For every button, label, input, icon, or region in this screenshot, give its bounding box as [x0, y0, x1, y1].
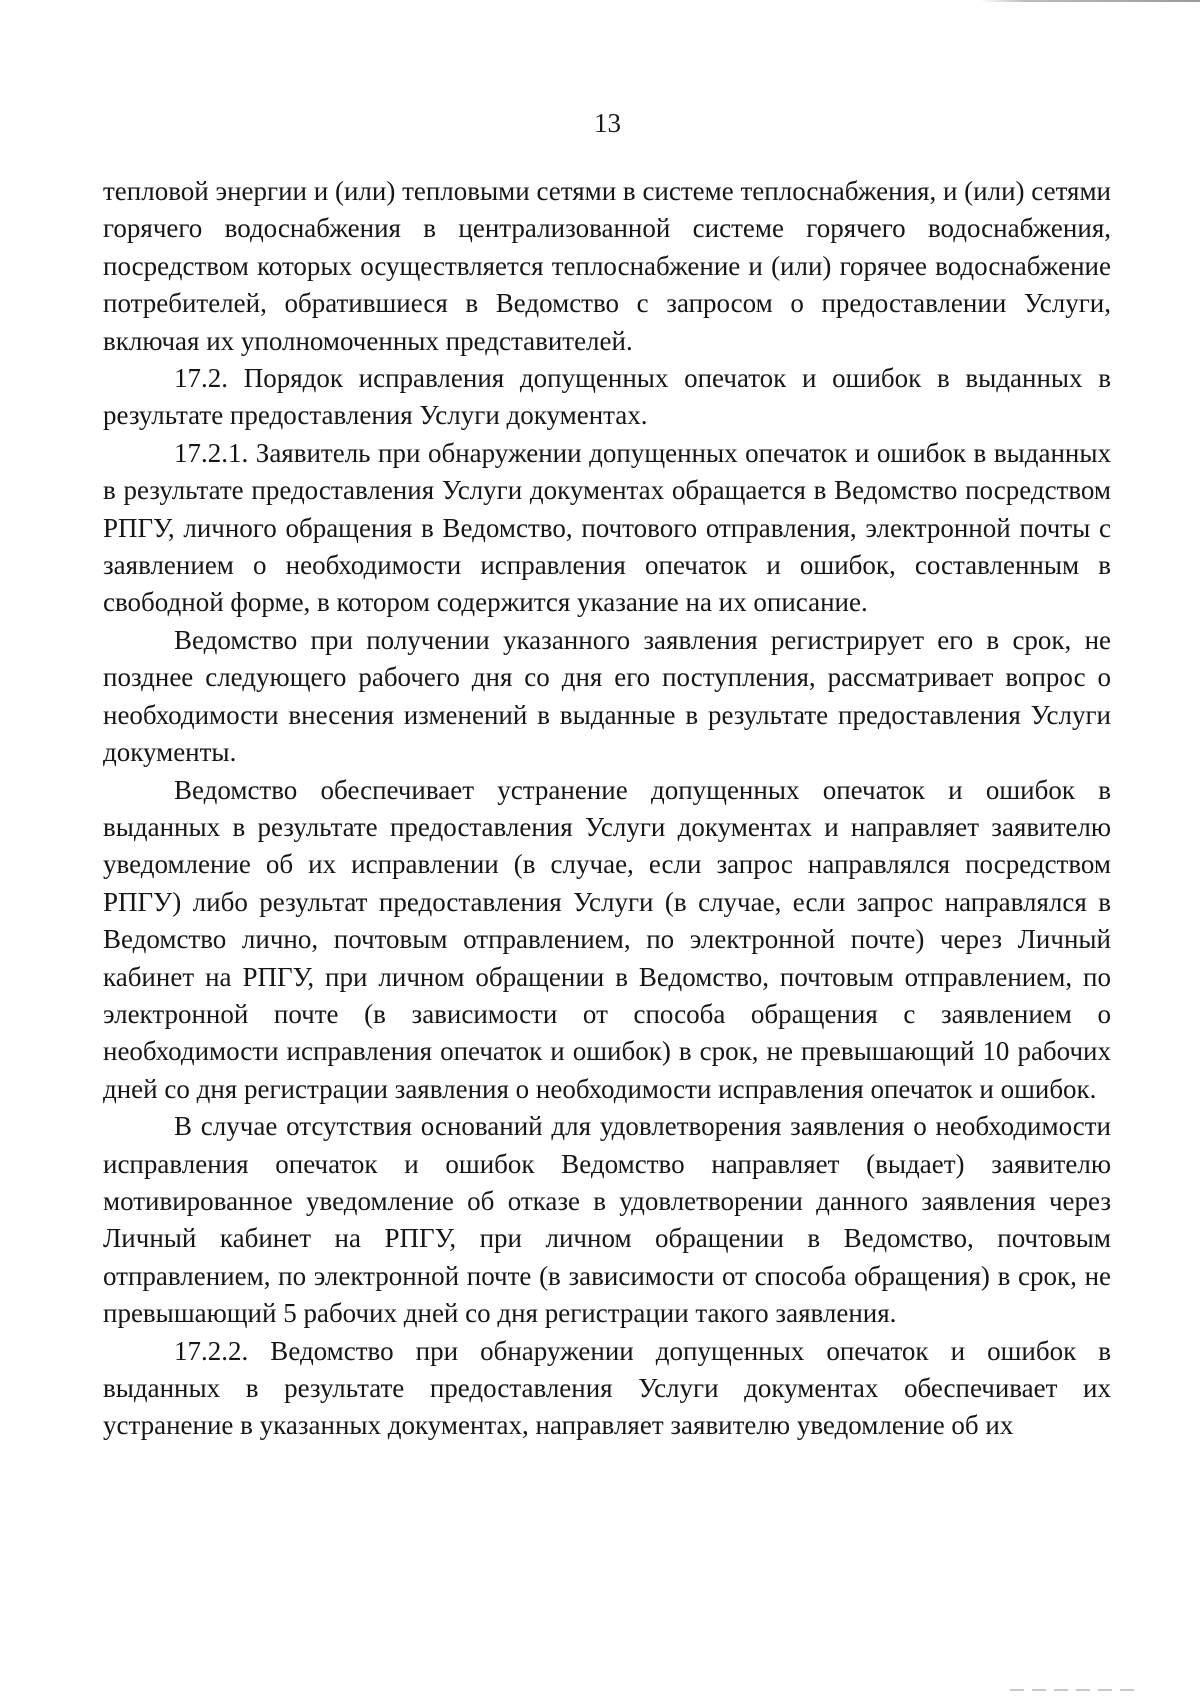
- paragraph-refusal: В случае отсутствия оснований для удовлетворения заявления о необходимости исправления опечаток и ошибок Ведомство направляет (выдает) заявителю мотивированное уведомление об отказе в удовлетворении данного заявления через Личный кабинет на РПГУ, при личном обращении в Ведомство, почтовым отправлением, по электронной почте (в зависимости от способа обращения) в срок, не превышающий 5 рабочих дней со дня регистрации такого заявления.: [103, 1111, 1111, 1329]
- paragraph-17-2: 17.2. Порядок исправления допущенных опечаток и ошибок в выданных в результате предоставления Услуги документах.: [103, 363, 1111, 431]
- scan-edge-mark-top: [980, 0, 1200, 2]
- scan-edge-mark-bottom: [1010, 1689, 1140, 1691]
- page-number: 13: [594, 108, 621, 138]
- paragraph-continuation: тепловой энергии и (или) тепловыми сетями в системе теплоснабжения, и (или) сетями горячего водоснабжения в централизованной системе горячего водоснабжения, посредством которых осуществляется теплоснабжение и (или) горячее водоснабжение потребителей, обратившиеся в Ведомство с запросом о предоставлении Услуги, включая их уполномоченных представителей.: [103, 176, 1111, 356]
- document-body: [103, 173, 1111, 1445]
- paragraph-17-2-1: 17.2.1. Заявитель при обнаружении допущенных опечаток и ошибок в выданных в результате предоставления Услуги документах обращается в Ведомство посредством РПГУ, личного обращения в Ведомство, почтового отправления, электронной почты с заявлением о необходимости исправления опечаток и ошибок, составленным в свободной форме, в котором содержится указание на их описание.: [103, 437, 1111, 618]
- paragraph-17-2-2: 17.2.2. Ведомство при обнаружении допущенных опечаток и ошибок в выданных в результате предоставления Услуги документах обеспечивает их устранение в указанных документах, направляет заявителю уведомление об их: [103, 1335, 1111, 1441]
- paragraph-registration: Ведомство при получении указанного заявления регистрирует его в срок, не позднее следующего рабочего дня со дня его поступления, рассматривает вопрос о необходимости внесения изменений в выданные в результате предоставления Услуги документы.: [103, 624, 1111, 768]
- paragraph-correction: Ведомство обеспечивает устранение допущенных опечаток и ошибок в выданных в результате предоставления Услуги документах и направляет заявителю уведомление об их исправлении (в случае, если запрос направлялся посредством РПГУ) либо результат предоставления Услуги (в случае, если запрос направлялся в Ведомство лично, почтовым отправлением, по электронной почте) через Личный кабинет на РПГУ, при личном обращении в Ведомство, почтовым отправлением, по электронной почте (в зависимости от способа обращения с заявлением о необходимости исправления опечаток и ошибок) в срок, не превышающий 10 рабочих дней со дня регистрации заявления о необходимости исправления опечаток и ошибок.: [103, 774, 1111, 1104]
